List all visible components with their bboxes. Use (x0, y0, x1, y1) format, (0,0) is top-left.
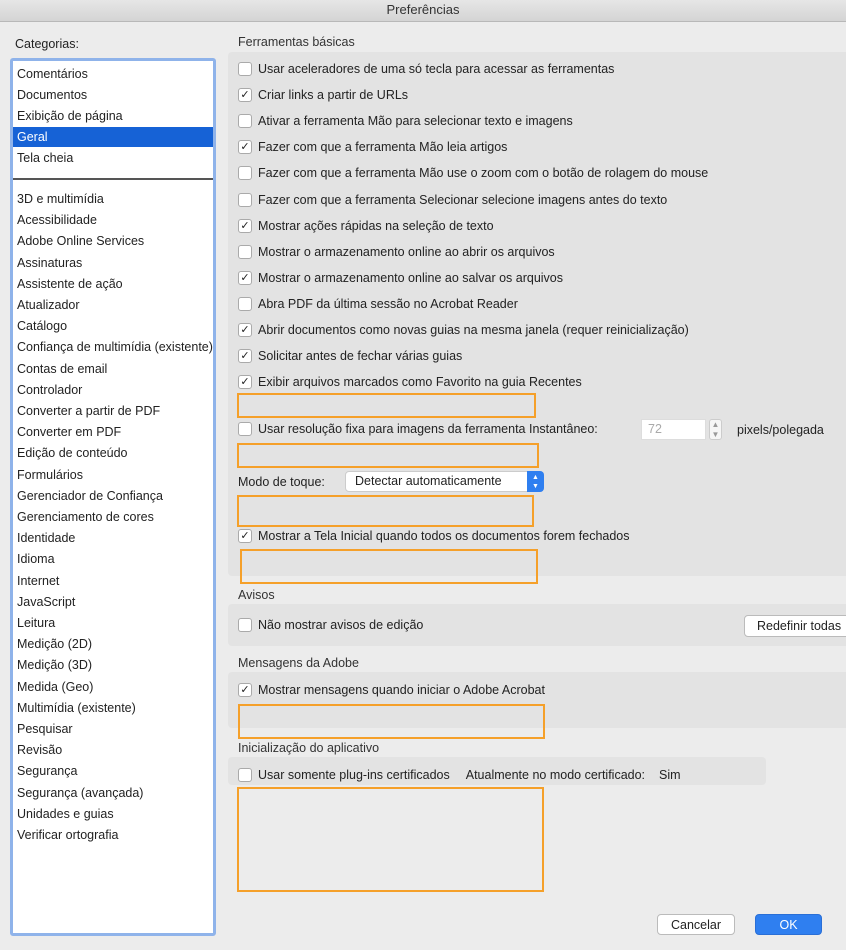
category-item[interactable]: Exibição de página (17, 109, 123, 123)
basic-option-row (238, 164, 708, 182)
option-label: Abrir documentos como novas guias na mesma janela (requer reinicialização) (258, 323, 689, 337)
category-item[interactable]: Tela cheia (17, 151, 74, 165)
category-item[interactable]: Pesquisar (17, 722, 73, 736)
category-item[interactable]: Documentos (17, 88, 88, 102)
category-item[interactable]: Medição (2D) (17, 637, 93, 652)
option-checkbox[interactable]: ✓ (238, 88, 252, 102)
basic-option-row (238, 86, 408, 104)
basic-option-row (238, 347, 462, 365)
highlight-box (240, 549, 538, 584)
highlight-box (238, 704, 545, 739)
category-item[interactable]: Leitura (17, 616, 56, 630)
startup-heading: Inicialização do aplicativo (238, 741, 380, 755)
option-label: Usar aceleradores de uma só tecla para acessar as ferramentas (258, 62, 615, 76)
basic-option-row (238, 295, 518, 313)
highlight-box (237, 787, 544, 892)
certified-plugins-checkbox[interactable] (238, 768, 252, 782)
snapshot-unit: pixels/polegada (737, 423, 824, 437)
category-item[interactable]: Internet (17, 573, 60, 588)
category-item[interactable]: Geral (13, 127, 213, 147)
basic-option-row (238, 191, 667, 209)
basic-option-row (238, 373, 582, 391)
category-item[interactable]: Catálogo (17, 319, 68, 334)
option-label: Fazer com que a ferramenta Mão use o zoom com o botão de rolagem do mouse (258, 166, 709, 181)
no-edit-warnings-label: Não mostrar avisos de edição (258, 618, 424, 632)
category-item[interactable]: Acessibilidade (17, 213, 97, 228)
category-item[interactable]: Adobe Online Services (17, 234, 145, 249)
show-messages-checkbox[interactable]: ✓ (238, 683, 252, 697)
category-item[interactable]: Assistente de ação (17, 276, 123, 291)
category-item[interactable]: Idioma (17, 552, 55, 567)
categories-label: Categorias: (15, 37, 79, 51)
category-item[interactable]: Identidade (17, 531, 76, 546)
ok-button[interactable]: OK (755, 914, 822, 935)
category-item[interactable]: Verificar ortografia (17, 828, 119, 842)
option-label: Exibir arquivos marcados como Favorito na guia Recentes (258, 375, 582, 390)
category-item[interactable]: Edição de conteúdo (17, 446, 128, 461)
category-item[interactable]: Gerenciamento de cores (17, 510, 154, 524)
warnings-heading: Avisos (238, 588, 275, 602)
touch-mode-value: Detectar automaticamente (355, 474, 502, 488)
category-item[interactable]: Contas de email (17, 361, 108, 376)
option-checkbox[interactable] (238, 114, 252, 128)
category-item[interactable]: Converter a partir de PDF (17, 404, 161, 418)
option-label: Mostrar o armazenamento online ao salvar os arquivos (258, 270, 564, 285)
highlight-box (237, 443, 539, 468)
option-checkbox[interactable] (238, 166, 252, 180)
category-item[interactable]: Assinaturas (17, 255, 83, 270)
category-item[interactable]: Segurança (17, 764, 78, 779)
basic-option-row (238, 112, 573, 130)
highlight-box (237, 393, 536, 418)
snapshot-label: Usar resolução fixa para imagens da ferramenta Instantâneo: (258, 422, 598, 436)
basic-option-row (238, 138, 507, 156)
option-checkbox[interactable]: ✓ (238, 375, 252, 389)
basic-option-row (238, 217, 494, 235)
certified-plugins-label: Usar somente plug-ins certificados (258, 768, 450, 782)
category-item[interactable]: 3D e multimídia (17, 192, 104, 206)
no-edit-warnings-checkbox[interactable] (238, 618, 252, 632)
adobe-messages-heading: Mensagens da Adobe (238, 656, 359, 670)
option-label: Mostrar o armazenamento online ao abrir os arquivos (258, 244, 555, 259)
chevron-updown-icon: ▲ ▼ (527, 471, 544, 492)
option-checkbox[interactable]: ✓ (238, 140, 252, 154)
option-checkbox[interactable] (238, 193, 252, 207)
list-separator (13, 178, 213, 180)
category-item[interactable]: Segurança (avançada) (17, 785, 144, 800)
option-checkbox[interactable] (238, 245, 252, 259)
basic-tools-heading: Ferramentas básicas (238, 35, 355, 49)
option-label: Fazer com que a ferramenta Mão leia artigos (258, 140, 508, 155)
touch-mode-select[interactable] (345, 471, 544, 492)
category-item[interactable]: Comentários (17, 67, 88, 81)
category-item[interactable]: Atualizador (17, 298, 80, 312)
option-label: Solicitar antes de fechar várias guias (258, 349, 463, 364)
snapshot-stepper-icon[interactable]: ▲ ▼ (709, 419, 722, 440)
basic-option-row (238, 60, 614, 78)
option-label: Ativar a ferramenta Mão para selecionar texto e imagens (258, 114, 573, 129)
cancel-button[interactable]: Cancelar (657, 914, 735, 935)
category-item[interactable]: JavaScript (17, 594, 76, 609)
reset-all-button[interactable]: Redefinir todas (744, 615, 846, 637)
option-checkbox[interactable]: ✓ (238, 219, 252, 233)
snapshot-checkbox[interactable] (238, 422, 252, 436)
basic-option-row (238, 269, 563, 287)
categories-list[interactable] (10, 58, 216, 936)
basic-option-row (238, 243, 555, 261)
option-label: Criar links a partir de URLs (258, 88, 409, 103)
home-screen-checkbox[interactable]: ✓ (238, 529, 252, 543)
window-title: Preferências (0, 0, 846, 22)
show-messages-label: Mostrar mensagens quando iniciar o Adobe Acrobat (258, 683, 545, 697)
category-item[interactable]: Unidades e guias (17, 806, 114, 821)
certified-mode-value: Sim (659, 768, 681, 782)
category-item[interactable]: Converter em PDF (17, 425, 122, 440)
option-checkbox[interactable]: ✓ (238, 271, 252, 285)
highlight-box (237, 495, 534, 527)
option-checkbox[interactable]: ✓ (238, 323, 252, 337)
option-label: Mostrar ações rápidas na seleção de texto (258, 218, 494, 233)
category-item[interactable]: Formulários (17, 467, 83, 482)
home-screen-label: Mostrar a Tela Inicial quando todos os documentos forem fechados (258, 529, 630, 543)
touch-mode-label: Modo de toque: (238, 475, 325, 489)
category-item[interactable]: Medida (Geo) (17, 679, 94, 694)
category-item[interactable]: Revisão (17, 743, 63, 758)
category-item[interactable]: Multimídia (existente) (17, 700, 136, 715)
option-checkbox[interactable] (238, 297, 252, 311)
option-label: Abra PDF da última sessão no Acrobat Reader (258, 296, 518, 311)
category-item[interactable]: Gerenciador de Confiança (17, 488, 163, 503)
basic-option-row (238, 321, 689, 339)
option-label: Fazer com que a ferramenta Selecionar selecione imagens antes do texto (258, 192, 668, 207)
certified-mode-label: Atualmente no modo certificado: (465, 768, 646, 782)
option-checkbox[interactable] (238, 62, 252, 76)
option-checkbox[interactable]: ✓ (238, 349, 252, 363)
category-item[interactable]: Controlador (17, 382, 83, 397)
category-item[interactable]: Medição (3D) (17, 658, 93, 673)
snapshot-resolution-input[interactable]: 72 (641, 419, 706, 440)
category-item[interactable]: Confiança de multimídia (existente) (17, 340, 213, 355)
